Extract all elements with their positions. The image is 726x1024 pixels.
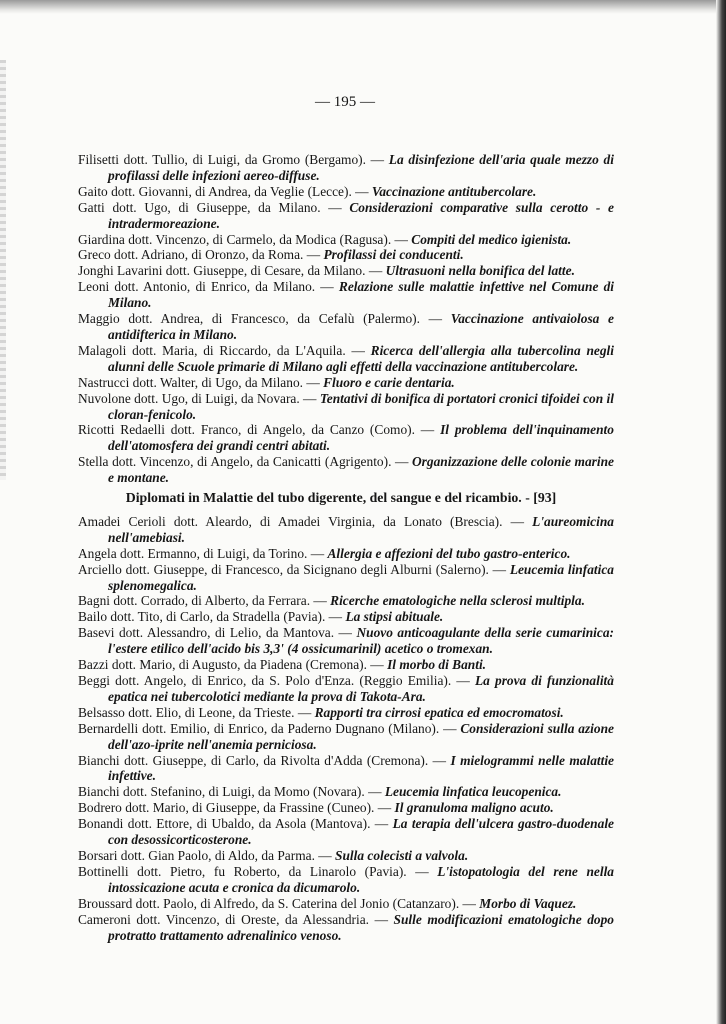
entry-thesis-title: Ultrasuoni nella bonifica del latte. bbox=[385, 263, 575, 279]
entry-author: Filisetti dott. Tullio, di Luigi, da Gromo (Bergamo). — bbox=[78, 152, 385, 167]
entry-thesis-title: La disinfezione dell'aria quale mezzo di profilassi delle infezioni aereo-diffuse. bbox=[108, 152, 614, 183]
entry-author: Gaito dott. Giovanni, di Andrea, da Veglie (Lecce). — bbox=[78, 183, 369, 199]
entry-author: Amadei Cerioli dott. Aleardo, di Amadei Virginia, da Lonato (Brescia). — bbox=[78, 513, 524, 529]
document-body bbox=[78, 152, 614, 943]
section-malattie-list bbox=[78, 514, 614, 943]
entry-thesis-title: Considerazioni sulla azione dell'azo-iprite nell'anemia perniciosa. bbox=[108, 720, 614, 752]
entry-author: Arciello dott. Giuseppe, di Francesco, da Sicignano degli Alburni (Salerno). — bbox=[78, 561, 507, 577]
entry-thesis-title: Nuovo anticoagulante della serie cumarinica: l'estere etilico dell'acido bis 3,3' (4 ossicumarinil) acetico o tromexan. bbox=[108, 625, 614, 657]
entry-thesis-title: Allergia e affezioni del tubo gastro-enterico. bbox=[327, 545, 571, 561]
entry-thesis-title: Il granuloma maligno acuto. bbox=[394, 800, 554, 816]
entry-author: Basevi dott. Alessandro, di Lelio, da Mantova. — bbox=[78, 625, 352, 641]
entry-author: Greco dott. Adriano, di Oronzo, da Roma. — bbox=[78, 247, 321, 263]
list-item bbox=[78, 912, 614, 944]
entry-thesis-title: Tentativi di bonifica di portatori cronici tifoidei con il cloran-fenicolo. bbox=[108, 390, 614, 422]
list-item bbox=[78, 546, 614, 562]
list-item bbox=[78, 609, 614, 625]
entry-thesis-title: Compiti del medico igienista. bbox=[411, 231, 572, 247]
entry-thesis-title: L'istopatologia del rene nella intossicazione acuta e cronica da dicumarolo. bbox=[108, 863, 614, 895]
entry-thesis-title: Ricerche ematologiche nella sclerosi multipla. bbox=[330, 593, 585, 609]
entry-author: Beggi dott. Angelo, di Enrico, da S. Polo d'Enza. (Reggio Emilia). — bbox=[78, 673, 470, 688]
entry-author: Ricotti Redaelli dott. Franco, di Angelo, da Canzo (Como). — bbox=[78, 422, 435, 438]
entry-author: Bianchi dott. Giuseppe, di Carlo, da Rivolta d'Adda (Cremona). — bbox=[78, 752, 447, 768]
section-heading: Diplomati in Malattie del tubo digerente, del sangue e del ricambio. - [93] bbox=[125, 490, 557, 506]
entry-thesis-title: Sulle modificazioni ematologiche dopo protratto trattamento adrenalinico venoso. bbox=[108, 911, 614, 943]
entry-author: Bernardelli dott. Emilio, di Enrico, da Paderno Dugnano (Milano). — bbox=[78, 720, 457, 736]
entry-thesis-title: I mielogrammi nelle malattie infettive. bbox=[108, 752, 614, 784]
list-item bbox=[78, 753, 614, 785]
entry-thesis-title: Vaccinazione antitubercolare. bbox=[371, 183, 537, 199]
entry-author: Bodrero dott. Mario, di Giuseppe, da Frassine (Cuneo). — bbox=[78, 800, 392, 816]
entry-author: Cameroni dott. Vincenzo, di Oreste, da Alessandria. — bbox=[78, 911, 388, 927]
list-item bbox=[78, 721, 614, 753]
list-item bbox=[78, 311, 614, 343]
list-item bbox=[78, 657, 614, 673]
entry-thesis-title: Il problema dell'inquinamento dell'atomosfera dei grandi centri abitati. bbox=[108, 422, 614, 454]
list-item bbox=[78, 705, 614, 721]
entry-author: Nuvolone dott. Ugo, di Luigi, da Novara. — bbox=[78, 390, 317, 406]
entry-author: Belsasso dott. Elio, di Leone, da Trieste. — bbox=[78, 704, 312, 720]
list-item bbox=[78, 625, 614, 657]
entry-thesis-title: Rapporti tra cirrosi epatica ed emocromatosi. bbox=[314, 704, 564, 720]
entry-thesis-title: La prova di funzionalità epatica nei tubercolotici mediante la prova di Takota-Ara. bbox=[108, 673, 614, 704]
entry-thesis-title: Fluoro e carie dentaria. bbox=[323, 374, 455, 390]
entry-author: Bonandi dott. Ettore, di Ubaldo, da Asola (Mantova). — bbox=[78, 816, 389, 832]
list-item bbox=[78, 454, 614, 486]
entry-thesis-title: Il morbo di Banti. bbox=[387, 657, 487, 673]
list-item bbox=[78, 784, 614, 800]
entry-thesis-title: Relazione sulle malattie infettive nel Comune di Milano. bbox=[108, 279, 614, 311]
entry-author: Borsari dott. Gian Paolo, di Aldo, da Parma. — bbox=[78, 847, 332, 863]
entry-thesis-title: Vaccinazione antivaiolosa e antidifterica in Milano. bbox=[108, 311, 614, 342]
page-number: — 195 — bbox=[315, 94, 375, 110]
list-item bbox=[78, 279, 614, 311]
list-item bbox=[78, 343, 614, 375]
entry-author: Bailo dott. Tito, di Carlo, da Stradella (Pavia). — bbox=[78, 609, 343, 625]
entry-author: Gatti dott. Ugo, di Giuseppe, da Milano. — bbox=[78, 199, 342, 215]
list-item bbox=[78, 848, 614, 864]
entry-author: Giardina dott. Vincenzo, di Carmelo, da Modica (Ragusa). — bbox=[78, 231, 408, 247]
entry-author: Jonghi Lavarini dott. Giuseppe, di Cesare, da Milano. — bbox=[78, 263, 383, 279]
entry-thesis-title: Organizzazione delle colonie marine e montane. bbox=[108, 454, 614, 486]
list-item bbox=[78, 232, 614, 248]
scan-left-edge bbox=[0, 60, 6, 480]
entry-thesis-title: La stipsi abituale. bbox=[345, 609, 444, 625]
list-item bbox=[78, 800, 614, 816]
list-item bbox=[78, 673, 614, 705]
entry-thesis-title: Considerazioni comparative sulla cerotto - e intradermoreazione. bbox=[108, 199, 614, 231]
entry-author: Broussard dott. Paolo, di Alfredo, da S. Caterina del Jonio (Catanzaro). — bbox=[78, 895, 476, 911]
entry-author: Stella dott. Vincenzo, di Angelo, da Canicatti (Agrigento). — bbox=[78, 454, 409, 470]
entry-author: Angela dott. Ermanno, di Luigi, da Torino. — bbox=[78, 545, 325, 561]
list-item bbox=[78, 816, 614, 848]
entry-author: Bazzi dott. Mario, di Augusto, da Piadena (Cremona). — bbox=[78, 657, 384, 673]
entry-author: Maggio dott. Andrea, di Francesco, da Cefalù (Palermo). — bbox=[78, 311, 443, 327]
entry-thesis-title: Morbo di Vaquez. bbox=[479, 895, 577, 911]
list-item bbox=[78, 247, 614, 263]
list-item bbox=[78, 184, 614, 200]
list-item bbox=[78, 422, 614, 454]
scan-top-edge bbox=[0, 0, 726, 14]
entry-author: Malagoli dott. Maria, di Riccardo, da L'Aquila. — bbox=[78, 342, 365, 358]
list-item bbox=[78, 152, 614, 184]
list-item bbox=[78, 200, 614, 232]
entry-thesis-title: Profilassi dei conducenti. bbox=[323, 247, 464, 263]
entry-author: Bagni dott. Corrado, di Alberto, da Ferrara. — bbox=[78, 593, 327, 609]
entry-thesis-title: Leucemia linfatica leucopenica. bbox=[384, 784, 562, 800]
list-item bbox=[78, 375, 614, 391]
entry-thesis-title: L'aureomicina nell'amebiasi. bbox=[108, 513, 614, 545]
entry-author: Leoni dott. Antonio, di Enrico, da Milano. — bbox=[78, 279, 334, 295]
section-igiene-list bbox=[78, 152, 614, 486]
entry-thesis-title: La terapia dell'ulcera gastro-duodenale con desossicorticosterone. bbox=[108, 816, 614, 848]
list-item bbox=[78, 562, 614, 594]
entry-thesis-title: Ricerca dell'allergia alla tubercolina negli alunni delle Scuole primarie di Milano agli effetti della vaccinazione antitubercolare. bbox=[108, 342, 614, 374]
entry-author: Nastrucci dott. Walter, di Ugo, da Milano. — bbox=[78, 374, 320, 390]
scan-right-edge bbox=[716, 0, 726, 1024]
list-item bbox=[78, 263, 614, 279]
list-item bbox=[78, 896, 614, 912]
list-item bbox=[78, 514, 614, 546]
entry-author: Bianchi dott. Stefanino, di Luigi, da Momo (Novara). — bbox=[78, 784, 382, 800]
list-item bbox=[78, 391, 614, 423]
entry-author: Bottinelli dott. Pietro, fu Roberto, da Linarolo (Pavia). — bbox=[78, 863, 429, 879]
entry-thesis-title: Sulla colecisti a valvola. bbox=[335, 847, 469, 863]
list-item bbox=[78, 593, 614, 609]
entry-thesis-title: Leucemia linfatica splenomegalica. bbox=[108, 561, 614, 593]
list-item bbox=[78, 864, 614, 896]
